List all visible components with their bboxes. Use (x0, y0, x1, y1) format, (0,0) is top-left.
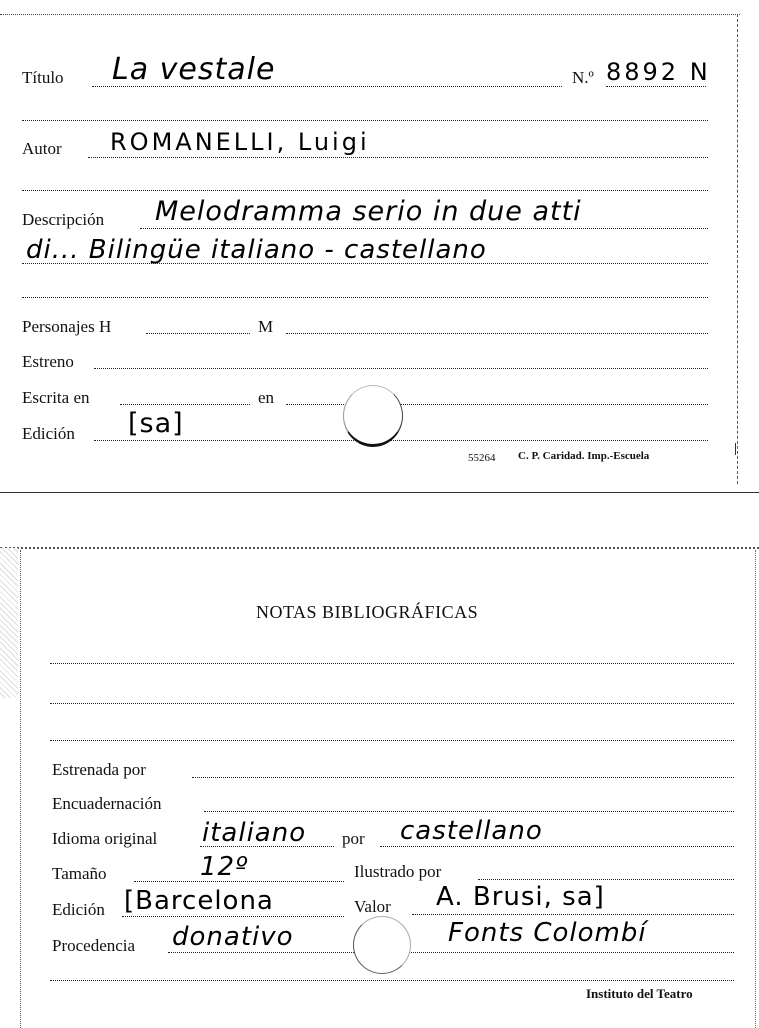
ilustrado-por-line (478, 879, 734, 880)
personajes-m-line (286, 333, 708, 334)
value-descripcion-1: Melodramma serio in due atti (155, 196, 582, 227)
value-valor: A. Brusi, sa] (436, 882, 605, 912)
descripcion-line-1 (140, 228, 708, 229)
personajes-h-line (146, 333, 250, 334)
punch-hole (343, 385, 403, 447)
edicion-line (94, 440, 708, 441)
institution-imprint: Instituto del Teatro (586, 986, 693, 1001)
label-ilustrado-por: Ilustrado por (354, 862, 442, 881)
print-code: 55264 (468, 452, 496, 464)
tick-mark (735, 443, 736, 455)
label-encuadernacion: Encuadernación (52, 794, 162, 813)
notas-line-2 (50, 703, 734, 704)
blank-line-2 (22, 190, 708, 191)
label-edicion: Edición (52, 900, 105, 919)
numero-line (606, 86, 706, 87)
value-autor: ROMANELLI, Luigi (110, 128, 370, 156)
label-por: por (342, 829, 365, 848)
value-descripcion-2: di... Bilingüe italiano - castellano (26, 235, 487, 265)
encuadernacion-line (204, 811, 734, 812)
idioma-original-line (200, 846, 334, 847)
label-descripcion: Descripción (22, 210, 105, 229)
blank-line-3 (22, 297, 708, 298)
value-idioma-original: italiano (202, 818, 307, 848)
value-procedencia-2: Fonts Colombí (448, 918, 647, 948)
label-edicion: Edición (22, 424, 75, 443)
card-right-edge (737, 14, 738, 484)
descripcion-line-2 (22, 263, 708, 264)
label-autor: Autor (22, 139, 62, 158)
notas-line-3 (50, 740, 734, 741)
label-estrenada-por: Estrenada por (52, 760, 146, 779)
card-top-edge (0, 14, 740, 15)
label-personajes: Personajes H (22, 317, 112, 336)
punch-hole (353, 916, 411, 974)
estrenada-por-line (192, 777, 734, 778)
escrita-en-line (120, 404, 250, 405)
edicion-line (122, 916, 344, 917)
value-procedencia: donativo (172, 922, 294, 952)
label-en: en (258, 388, 275, 407)
procedencia-line (168, 952, 734, 953)
blank-line-1 (22, 120, 708, 121)
label-titulo: Título (22, 68, 64, 87)
value-por: castellano (400, 816, 543, 846)
card-top-edge (0, 547, 759, 549)
notas-title: NOTAS BIBLIOGRÁFICAS (256, 602, 479, 622)
bottom-line (50, 980, 734, 981)
label-valor: Valor (354, 897, 391, 916)
label-estreno: Estreno (22, 352, 74, 371)
value-numero: 8892 N (606, 58, 711, 86)
value-edicion: [Barcelona (124, 886, 274, 916)
label-m: M (258, 317, 274, 336)
card-left-edge (20, 550, 21, 1028)
label-idioma-original: Idioma original (52, 829, 158, 848)
por-line (380, 846, 734, 847)
label-escrita-en: Escrita en (22, 388, 90, 407)
card-right-edge (755, 550, 756, 1028)
card-bottom-edge (0, 492, 759, 493)
notas-line-1 (50, 663, 734, 664)
label-tamano: Tamaño (52, 864, 107, 883)
printer-imprint: C. P. Caridad. Imp.-Escuela (518, 450, 650, 462)
tamano-line (134, 881, 344, 882)
value-tamano: 12º (200, 852, 249, 882)
left-margin-noise (0, 548, 18, 698)
valor-line (412, 914, 734, 915)
estreno-line (94, 368, 708, 369)
label-procedencia: Procedencia (52, 936, 136, 955)
label-numero: N.º (572, 68, 594, 87)
value-edicion: [sa] (128, 408, 184, 439)
value-titulo: La vestale (112, 52, 276, 87)
autor-line (88, 157, 708, 158)
